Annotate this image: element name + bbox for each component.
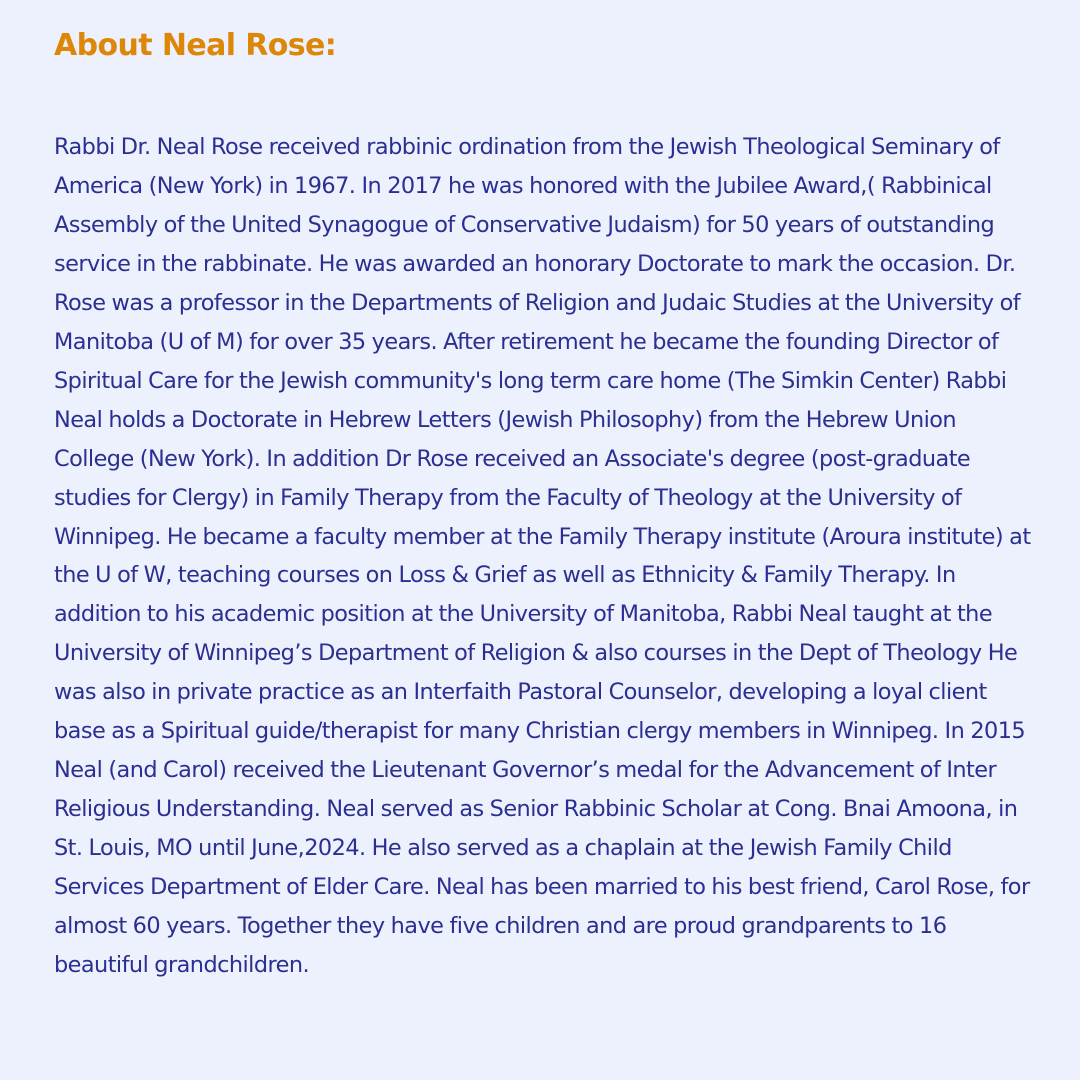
about-heading: About Neal Rose: (54, 28, 337, 63)
bio-paragraph: Rabbi Dr. Neal Rose received rabbinic ordination from the Jewish Theological Seminary of America (New York) in 1967. In 2017 he was honored with the Jubilee Award,( Rabbinical Assembly of the United Synagogue of Conservative Judaism) for 50 years of outstanding service in the rabbinate. He was awarded an honorary Doctorate to mark the occasion. Dr. Rose was a professor in the Departments of Religion and Judaic Studies at the University of Manitoba (U of M) for over 35 years. After retirement he became the founding Director of Spiritual Care for the Jewish community's long term care home (The Simkin Center) Rabbi Neal holds a Doctorate in Hebrew Letters (Jewish Philosophy) from the Hebrew Union College (New York). In addition Dr Rose received an Associate's degree (post-graduate studies for Clergy) in Family Therapy from the Faculty of Theology at the University of Winnipeg. He became a faculty member at the Family Therapy institute (Aroura institute) at the U of W, teaching courses on Loss & Grief as well as Ethnicity & Family Therapy. In addition to his academic position at the University of Manitoba, Rabbi Neal taught at the University of Winnipeg’s Department of Religion & also courses in the Dept of Theology He was also in private practice as an Interfaith Pastoral Counselor, developing a loyal client base as a Spiritual guide/therapist for many Christian clergy members in Winnipeg. In 2015 Neal (and Carol) received the Lieutenant Governor’s medal for the Advancement of Inter Religious Understanding. Neal served as Senior Rabbinic Scholar at Cong. Bnai Amoona, in St. Louis, MO until June,2024. He also served as a chaplain at the Jewish Family Child Services Department of Elder Care. Neal has been married to his best friend, Carol Rose, for almost 60 years. Together they have five children and are proud grandparents to 16 beautiful grandchildren. (54, 134, 1031, 979)
